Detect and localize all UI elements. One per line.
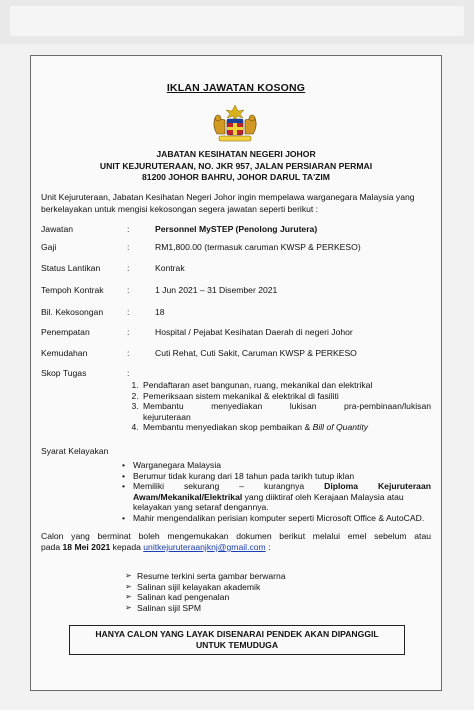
field-label: Kemudahan	[41, 348, 88, 358]
document-text: Salinan kad pengenalan	[137, 592, 230, 603]
list-item	[122, 460, 431, 471]
closing-date: 18 Mei 2021	[62, 542, 111, 552]
list-item	[122, 512, 431, 524]
document-text: Resume terkini serta gambar berwarna	[137, 571, 286, 581]
list-item	[122, 481, 431, 513]
list-item	[122, 470, 431, 482]
field-label: Status Lantikan	[41, 263, 101, 273]
list-item	[125, 592, 431, 603]
field-label: Bil. Kekosongan	[41, 307, 104, 317]
requirement-text: Mahir mengendalikan perisian komputer seperti Microsoft Office & AutoCAD.	[133, 512, 425, 523]
field-value: Cuti Rehat, Cuti Sakit, Caruman KWSP & PERKESO	[155, 348, 357, 358]
top-bar	[10, 6, 464, 36]
field-colon: :	[127, 348, 130, 358]
field-colon: :	[127, 285, 130, 295]
document-text: Salinan sijil SPM	[137, 602, 201, 613]
task-text: Membantu menyediakan skop pembaikan &	[143, 422, 313, 433]
issuer-address-2: 81200 JOHOR BAHRU, JOHOR DARUL TA'ZIM	[142, 172, 330, 182]
shortlist-notice	[69, 625, 405, 655]
field-label: Penempatan	[41, 327, 90, 337]
top-strip	[0, 0, 474, 44]
task-text-line2: kejuruteraan	[143, 411, 191, 422]
field-value: Kontrak	[155, 263, 185, 273]
issuer-header	[31, 149, 441, 184]
application-line2	[41, 542, 431, 553]
field-value: RM1,800.00 (termasuk caruman KWSP & PERKESO)	[155, 242, 361, 252]
requirement-bold: Diploma Kejuruteraan	[324, 481, 431, 492]
field-value: Personnel MySTEP (Penolong Jurutera)	[155, 224, 318, 234]
document-text: Salinan sijil kelayakan akademik	[137, 581, 261, 592]
list-item	[141, 401, 431, 422]
list-item	[125, 581, 431, 593]
bullet-icon: •	[122, 460, 126, 470]
bullet-icon: •	[122, 481, 126, 492]
field-label: Tempoh Kontrak	[41, 285, 104, 295]
requirement-text: yang diiktiraf oleh Kerajaan Malaysia atau	[242, 491, 404, 502]
list-item	[141, 391, 431, 402]
requirement-line3: kelayakan yang setaraf dengannya.	[133, 502, 269, 513]
requirement-text: Berumur tidak kurang dari 18 tahun pada tarikh tutup iklan	[133, 470, 355, 481]
field-label: Gaji	[41, 242, 57, 252]
application-line1: Calon yang berminat boleh mengemukakan dokumen berikut melalui emel sebelum atau	[41, 531, 431, 541]
field-colon: :	[127, 242, 130, 252]
requirement-text: Warganegara Malaysia	[133, 460, 222, 470]
list-item	[125, 571, 431, 582]
arrow-bullet-icon: ➢	[125, 571, 132, 580]
field-colon: :	[127, 307, 130, 317]
arrow-bullet-icon: ➢	[125, 581, 132, 591]
task-text-emphasis: Bill of Quantity	[312, 422, 368, 433]
task-text: Pemeriksaan sistem mekanikal & elektrikal di fasiliti	[143, 390, 339, 401]
arrow-bullet-icon: ➢	[125, 592, 132, 602]
field-colon: :	[127, 368, 130, 378]
issuer-name: JABATAN KESIHATAN NEGERI JOHOR	[156, 149, 316, 159]
field-colon: :	[127, 263, 130, 273]
field-colon: :	[127, 224, 130, 234]
requirement-line2	[133, 492, 431, 503]
field-label: Skop Tugas	[41, 368, 87, 378]
notice-line1: HANYA CALON YANG LAYAK DISENARAI PENDEK AKAN DIPANGGIL	[95, 629, 379, 639]
task-text: Pendaftaran aset bangunan, ruang, mekanikal dan elektrikal	[143, 380, 373, 390]
task-list	[125, 380, 431, 433]
field-value: 18	[155, 307, 165, 317]
requirements-list	[123, 460, 431, 524]
bullet-icon: •	[122, 512, 126, 523]
list-item	[141, 380, 431, 391]
arrow-bullet-icon: ➢	[125, 602, 132, 612]
requirement-text: Memiliki sekurang – kurangnya	[133, 481, 325, 492]
notice-line2: UNTUK TEMUDUGA	[195, 640, 279, 650]
documents-list	[127, 571, 431, 613]
document-title: IKLAN JAWATAN KOSONG	[166, 82, 306, 94]
issuer-address-1: UNIT KEJURUTERAAN, NO. JKR 957, JALAN PERSIARAN PERMAI	[99, 160, 373, 171]
application-text: :	[265, 542, 271, 552]
field-value: Hospital / Pejabat Kesihatan Daerah di negeri Johor	[155, 327, 353, 337]
bullet-icon: •	[122, 470, 126, 481]
field-label: Jawatan	[41, 224, 74, 234]
application-text: kepada	[110, 542, 144, 552]
intro-paragraph: Unit Kejuruteraan, Jabatan Kesihatan Negeri Johor ingin mempelawa warganegara Malaysia yang berkelayakan untuk mengisi kekosongan segera jawatan seperti berikut :	[41, 192, 415, 214]
coat-of-arms-icon	[209, 104, 261, 144]
requirement-bold: Awam/Mekanikal/Elektrikal	[133, 491, 243, 502]
application-text: pada	[41, 542, 63, 552]
list-item	[141, 422, 431, 433]
field-colon: :	[127, 327, 130, 337]
email-link[interactable]: unitkejuruteraanjknj@gmail.com	[143, 542, 266, 552]
list-item	[125, 602, 431, 614]
application-paragraph	[41, 531, 431, 553]
document-page	[30, 55, 442, 691]
task-text-line1: 3. Membantu menyediakan lukisan pra-pembinaan/lukisan	[143, 401, 431, 412]
requirements-heading: Syarat Kelayakan	[41, 446, 109, 456]
requirement-line1	[133, 481, 431, 492]
field-value: 1 Jun 2021 – 31 Disember 2021	[155, 285, 278, 295]
